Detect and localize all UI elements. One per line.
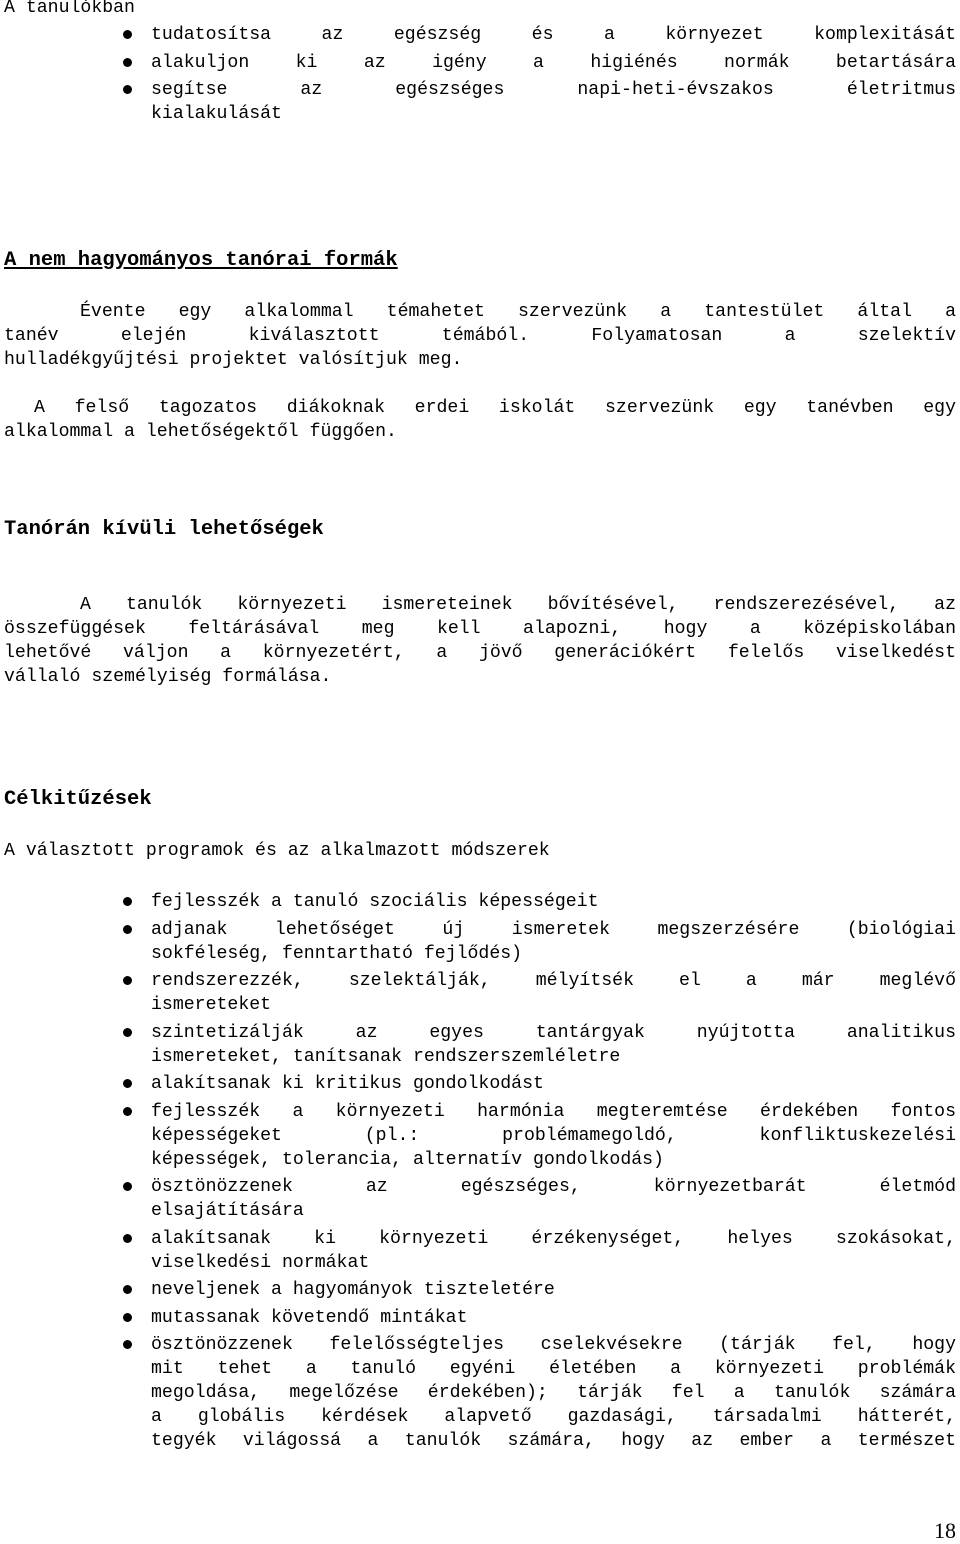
list-item: szintetizálják az egyes tantárgyak nyújtotta analitikus <box>151 1023 956 1043</box>
bullet-dot <box>123 85 132 94</box>
intro-label: A tanulókban <box>4 0 135 18</box>
list-item: ösztönözzenek felelősségteljes cselekvésekre (tárják fel, hogy <box>151 1335 956 1355</box>
list-item-continuation: képességeket (pl.: problémamegoldó, konfliktuskezelési <box>151 1126 956 1146</box>
list-item: alakuljon ki az igény a higiénés normák betartására <box>151 53 956 73</box>
bullet-dot <box>123 976 132 985</box>
list-item: ösztönözzenek az egészséges, környezetbarát életmód <box>151 1177 956 1197</box>
bullet-dot <box>123 897 132 906</box>
list-item-continuation: ismereteket, tanítsanak rendszerszemléletre <box>151 1047 621 1067</box>
list-item-continuation: ismereteket <box>151 995 272 1015</box>
paragraph-line: alkalommal a lehetőségektől függően. <box>4 422 397 442</box>
list-item: segítse az egészséges napi-heti-évszakos életritmus <box>151 80 956 100</box>
paragraph-line: A felső tagozatos diákoknak erdei iskolát szervezünk egy tanévben egy <box>34 398 956 418</box>
list-item-continuation: viselkedési normákat <box>151 1253 370 1273</box>
bullet-dot <box>123 1107 132 1116</box>
list-item-continuation: tegyék világossá a tanulók számára, hogy az ember a természet <box>151 1431 956 1451</box>
paragraph-line: lehetővé váljon a környezetért, a jövő generációkért felelős viselkedést <box>4 643 956 663</box>
bullet-dot <box>123 925 132 934</box>
list-item: adjanak lehetőséget új ismeretek megszerzésére (biológiai <box>151 920 956 940</box>
bullet-dot <box>123 1340 132 1349</box>
list-item-continuation: megoldása, megelőzése érdekében); tárják fel a tanulók számára <box>151 1383 956 1403</box>
paragraph-line: Évente egy alkalommal témahetet szervezünk a tantestület által a <box>80 302 956 322</box>
bullet-dot <box>123 1028 132 1037</box>
bullet-dot <box>123 30 132 39</box>
section-intro: A választott programok és az alkalmazott módszerek <box>4 841 550 861</box>
bullet-dot <box>123 1182 132 1191</box>
list-item: fejlesszék a tanuló szociális képességeit <box>151 892 599 912</box>
section-heading: A nem hagyományos tanórai formák <box>4 249 398 272</box>
list-item-continuation: kialakulását <box>151 104 282 124</box>
list-item: neveljenek a hagyományok tiszteletére <box>151 1280 555 1300</box>
list-item: mutassanak követendő mintákat <box>151 1308 468 1328</box>
paragraph-line: tanév elején kiválasztott témából. Folyamatosan a szelektív <box>4 326 956 346</box>
page-number: 18 <box>934 1518 956 1543</box>
section-heading: Tanórán kívüli lehetőségek <box>4 518 324 541</box>
paragraph-line: összefüggések feltárásával meg kell alapozni, hogy a középiskolában <box>4 619 956 639</box>
paragraph-line: vállaló személyiség formálása. <box>4 667 332 687</box>
bullet-dot <box>123 58 132 67</box>
list-item-continuation: a globális kérdések alapvető gazdasági, társadalmi hátterét, <box>151 1407 956 1427</box>
list-item-continuation: képességek, tolerancia, alternatív gondolkodás) <box>151 1150 664 1170</box>
paragraph-line: hulladékgyűjtési projektet valósítjuk meg. <box>4 350 463 370</box>
bullet-dot <box>123 1234 132 1243</box>
bullet-dot <box>123 1285 132 1294</box>
bullet-dot <box>123 1313 132 1322</box>
list-item: fejlesszék a környezeti harmónia megteremtése érdekében fontos <box>151 1102 956 1122</box>
paragraph-line: A tanulók környezeti ismereteinek bővítésével, rendszerezésével, az <box>80 595 956 615</box>
section-heading: Célkitűzések <box>4 788 152 811</box>
list-item: alakítsanak ki környezeti érzékenységet, helyes szokásokat, <box>151 1229 956 1249</box>
bullet-dot <box>123 1079 132 1088</box>
list-item-continuation: elsajátítására <box>151 1201 304 1221</box>
list-item: alakítsanak ki kritikus gondolkodást <box>151 1074 544 1094</box>
list-item-continuation: sokféleség, fenntartható fejlődés) <box>151 944 523 964</box>
list-item: tudatosítsa az egészség és a környezet komplexitását <box>151 25 956 45</box>
list-item: rendszerezzék, szelektálják, mélyítsék el a már meglévő <box>151 971 956 991</box>
list-item-continuation: mit tehet a tanuló egyéni életében a környezeti problémák <box>151 1359 956 1379</box>
